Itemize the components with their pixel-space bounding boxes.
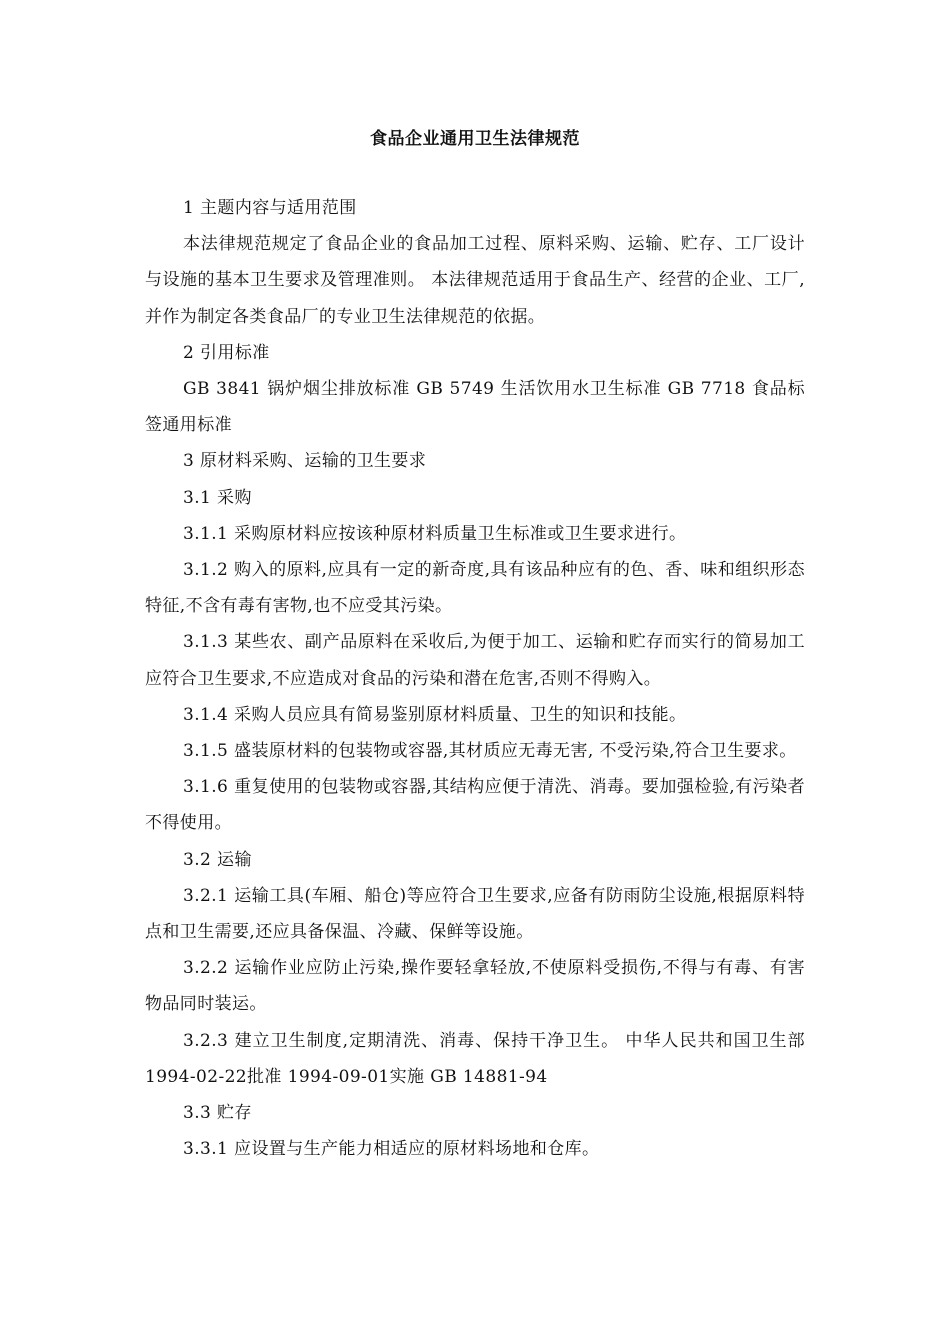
paragraph-scope: 本法律规范规定了食品企业的食品加工过程、原料采购、运输、贮存、工厂设计与设施的基本卫生要求及管理准则。 本法律规范适用于食品生产、经营的企业、工厂,并作为制定各类食品厂的专业卫生法律规范的依据。 bbox=[145, 234, 805, 327]
document-title: 食品企业通用卫生法律规范 bbox=[370, 129, 580, 149]
clause-3-1-1: 3.1.1 采购原材料应按该种原材料质量卫生标准或卫生要求进行。 bbox=[183, 523, 687, 544]
clause-3-1-3: 3.1.3 某些农、副产品原料在采收后,为便于加工、运输和贮存而实行的简易加工应符合卫生要求,不应造成对食品的污染和潜在危害,否则不得购入。 bbox=[145, 632, 805, 689]
paragraph-standards: GB 3841 锅炉烟尘排放标准 GB 5749 生活饮用水卫生标准 GB 7718 食品标签通用标准 bbox=[145, 379, 805, 436]
clause-3-1-6: 3.1.6 重复使用的包装物或容器,其结构应便于清洗、消毒。要加强检验,有污染者不得使用。 bbox=[145, 777, 805, 834]
clause-3-2-3: 3.2.3 建立卫生制度,定期清洗、消毒、保持干净卫生。 中华人民共和国卫生部1994-02-22批准 1994-09-01实施 GB 14881-94 bbox=[145, 1030, 805, 1087]
subsection-heading-3-1: 3.1 采购 bbox=[183, 487, 252, 508]
clause-3-1-4: 3.1.4 采购人员应具有简易鉴别原材料质量、卫生的知识和技能。 bbox=[183, 704, 687, 725]
clause-3-3-1: 3.3.1 应设置与生产能力相适应的原材料场地和仓库。 bbox=[183, 1139, 600, 1160]
section-heading-1: 1 主题内容与适用范围 bbox=[183, 198, 357, 218]
clause-3-1-2: 3.1.2 购入的原料,应具有一定的新奇度,具有该品种应有的色、香、味和组织形态特征,不含有毒有害物,也不应受其污染。 bbox=[145, 560, 805, 617]
section-heading-2: 2 引用标准 bbox=[183, 342, 270, 363]
subsection-heading-3-3: 3.3 贮存 bbox=[183, 1103, 252, 1124]
section-heading-3: 3 原材料采购、运输的卫生要求 bbox=[183, 451, 427, 472]
clause-3-2-2: 3.2.2 运输作业应防止污染,操作要轻拿轻放,不使原料受损伤,不得与有毒、有害物品同时装运。 bbox=[145, 958, 805, 1015]
clause-3-2-1: 3.2.1 运输工具(车厢、船仓)等应符合卫生要求,应备有防雨防尘设施,根据原料特点和卫生需要,还应具备保温、冷藏、保鲜等设施。 bbox=[145, 885, 805, 943]
subsection-heading-3-2: 3.2 运输 bbox=[183, 849, 252, 870]
document-body bbox=[145, 190, 805, 1167]
clause-3-1-5: 3.1.5 盛装原材料的包装物或容器,其材质应无毒无害, 不受污染,符合卫生要求。 bbox=[183, 741, 797, 762]
